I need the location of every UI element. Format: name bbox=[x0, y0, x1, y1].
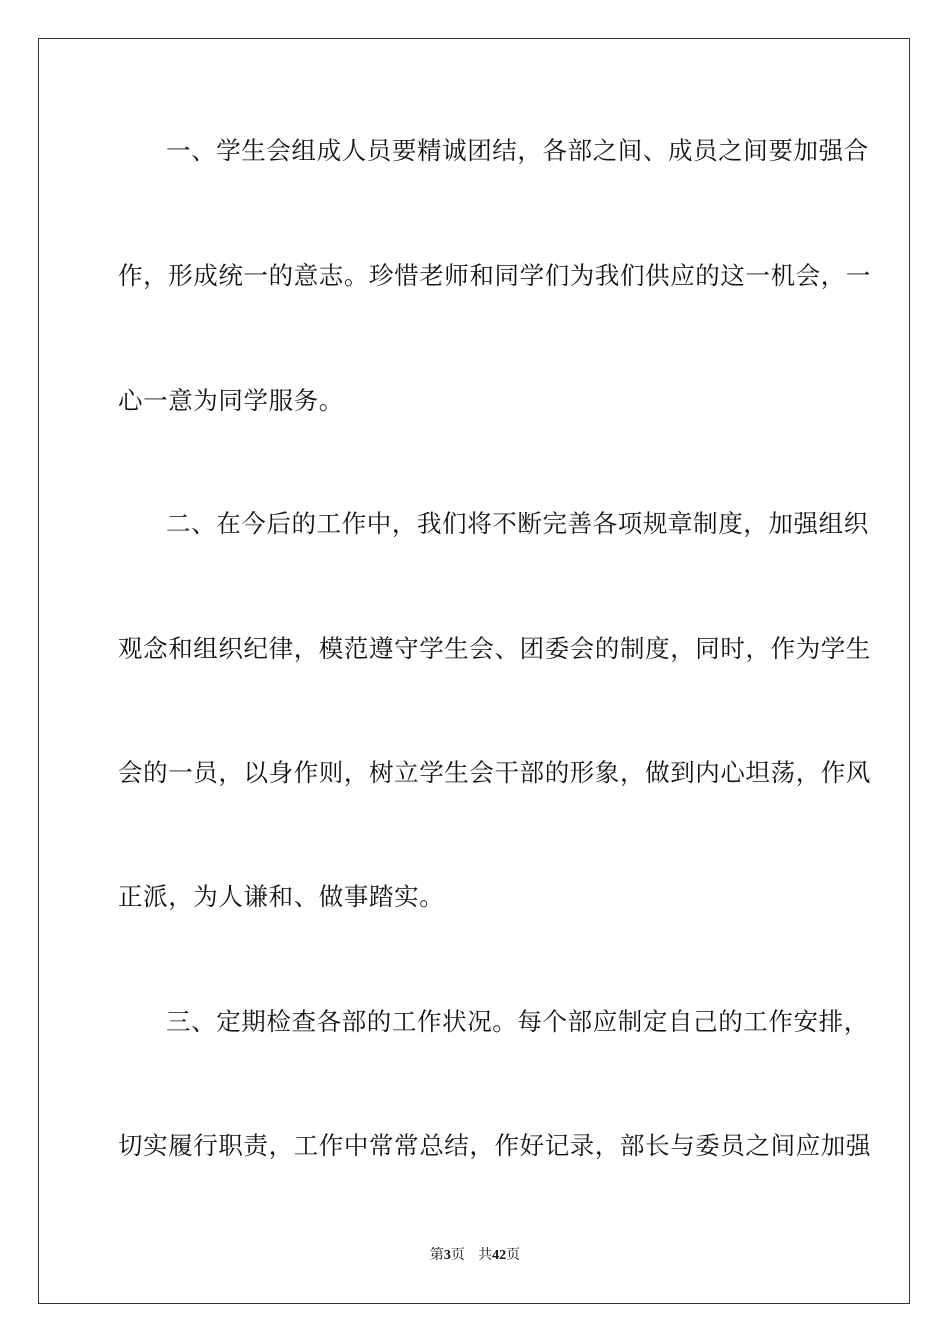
paragraph-1-line-2: 作，形成统一的意志。珍惜老师和同学们为我们供应的这一机会，一 bbox=[118, 261, 871, 290]
paragraph-2-line-1: 二、在今后的工作中，我们将不断完善各项规章制度，加强组织 bbox=[166, 509, 869, 538]
paragraph-3-line-1: 三、定期检查各部的工作状况。每个部应制定自己的工作安排， bbox=[166, 1007, 869, 1036]
paragraph-3-line-2: 切实履行职责，工作中常常总结，作好记录，部长与委员之间应加强 bbox=[118, 1131, 871, 1160]
page-frame bbox=[38, 38, 910, 1304]
total-pages: 42 bbox=[492, 1248, 507, 1263]
page-prefix: 第 bbox=[429, 1247, 444, 1263]
page-number: 3 bbox=[443, 1248, 451, 1263]
total-prefix: 共 bbox=[478, 1247, 493, 1263]
paragraph-2-line-2: 观念和组织纪律，模范遵守学生会、团委会的制度，同时，作为学生 bbox=[118, 634, 871, 663]
paragraph-1-line-3: 心一意为同学服务。 bbox=[118, 386, 344, 415]
paragraph-1-line-1: 一、学生会组成人员要精诚团结，各部之间、成员之间要加强合 bbox=[166, 136, 869, 165]
paragraph-2-line-4: 正派，为人谦和、做事踏实。 bbox=[118, 882, 445, 911]
paragraph-2-line-3: 会的一员，以身作则，树立学生会干部的形象，做到内心坦荡，作风 bbox=[118, 758, 871, 787]
total-suffix: 页 bbox=[506, 1247, 521, 1263]
page-footer bbox=[0, 1246, 950, 1265]
page-suffix: 页 bbox=[450, 1247, 465, 1263]
